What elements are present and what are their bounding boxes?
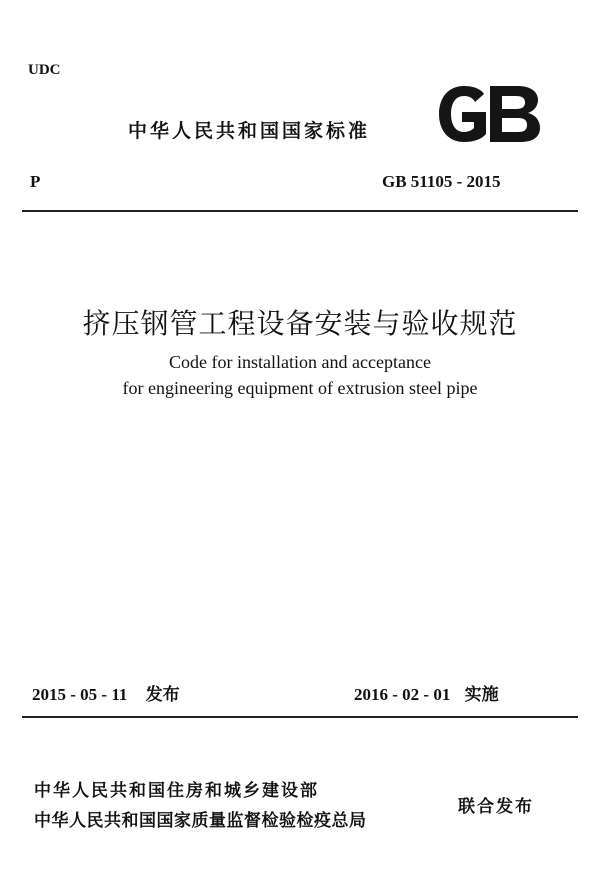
effective-label: 实施 xyxy=(464,685,499,705)
effective-date-block xyxy=(354,680,499,705)
effective-date: 2016 - 02 - 01 xyxy=(354,685,451,704)
title-english-line2: for engineering equipment of extrusion steel pipe xyxy=(122,378,478,398)
udc-label: UDC xyxy=(28,62,61,78)
national-standard-heading: 中华人民共和国国家标准 xyxy=(128,120,371,142)
classification-code: P xyxy=(30,172,41,191)
gb-logo-icon xyxy=(436,84,542,144)
issuer-line2: 中华人民共和国国家质量监督检验检疫总局 xyxy=(34,811,367,831)
title-english-line1: Code for installation and acceptance xyxy=(169,352,431,372)
issue-label: 发布 xyxy=(145,685,180,705)
standard-number: GB 51105 - 2015 xyxy=(382,172,501,191)
header-divider xyxy=(22,210,578,212)
issue-date: 2015 - 05 - 11 xyxy=(32,685,128,704)
joint-issue-label: 联合发布 xyxy=(458,797,534,817)
footer-divider xyxy=(22,716,578,718)
issue-date-block xyxy=(32,680,180,705)
title-chinese: 挤压钢管工程设备安装与验收规范 xyxy=(82,307,518,340)
issuer-line1: 中华人民共和国住房和城乡建设部 xyxy=(34,781,319,801)
